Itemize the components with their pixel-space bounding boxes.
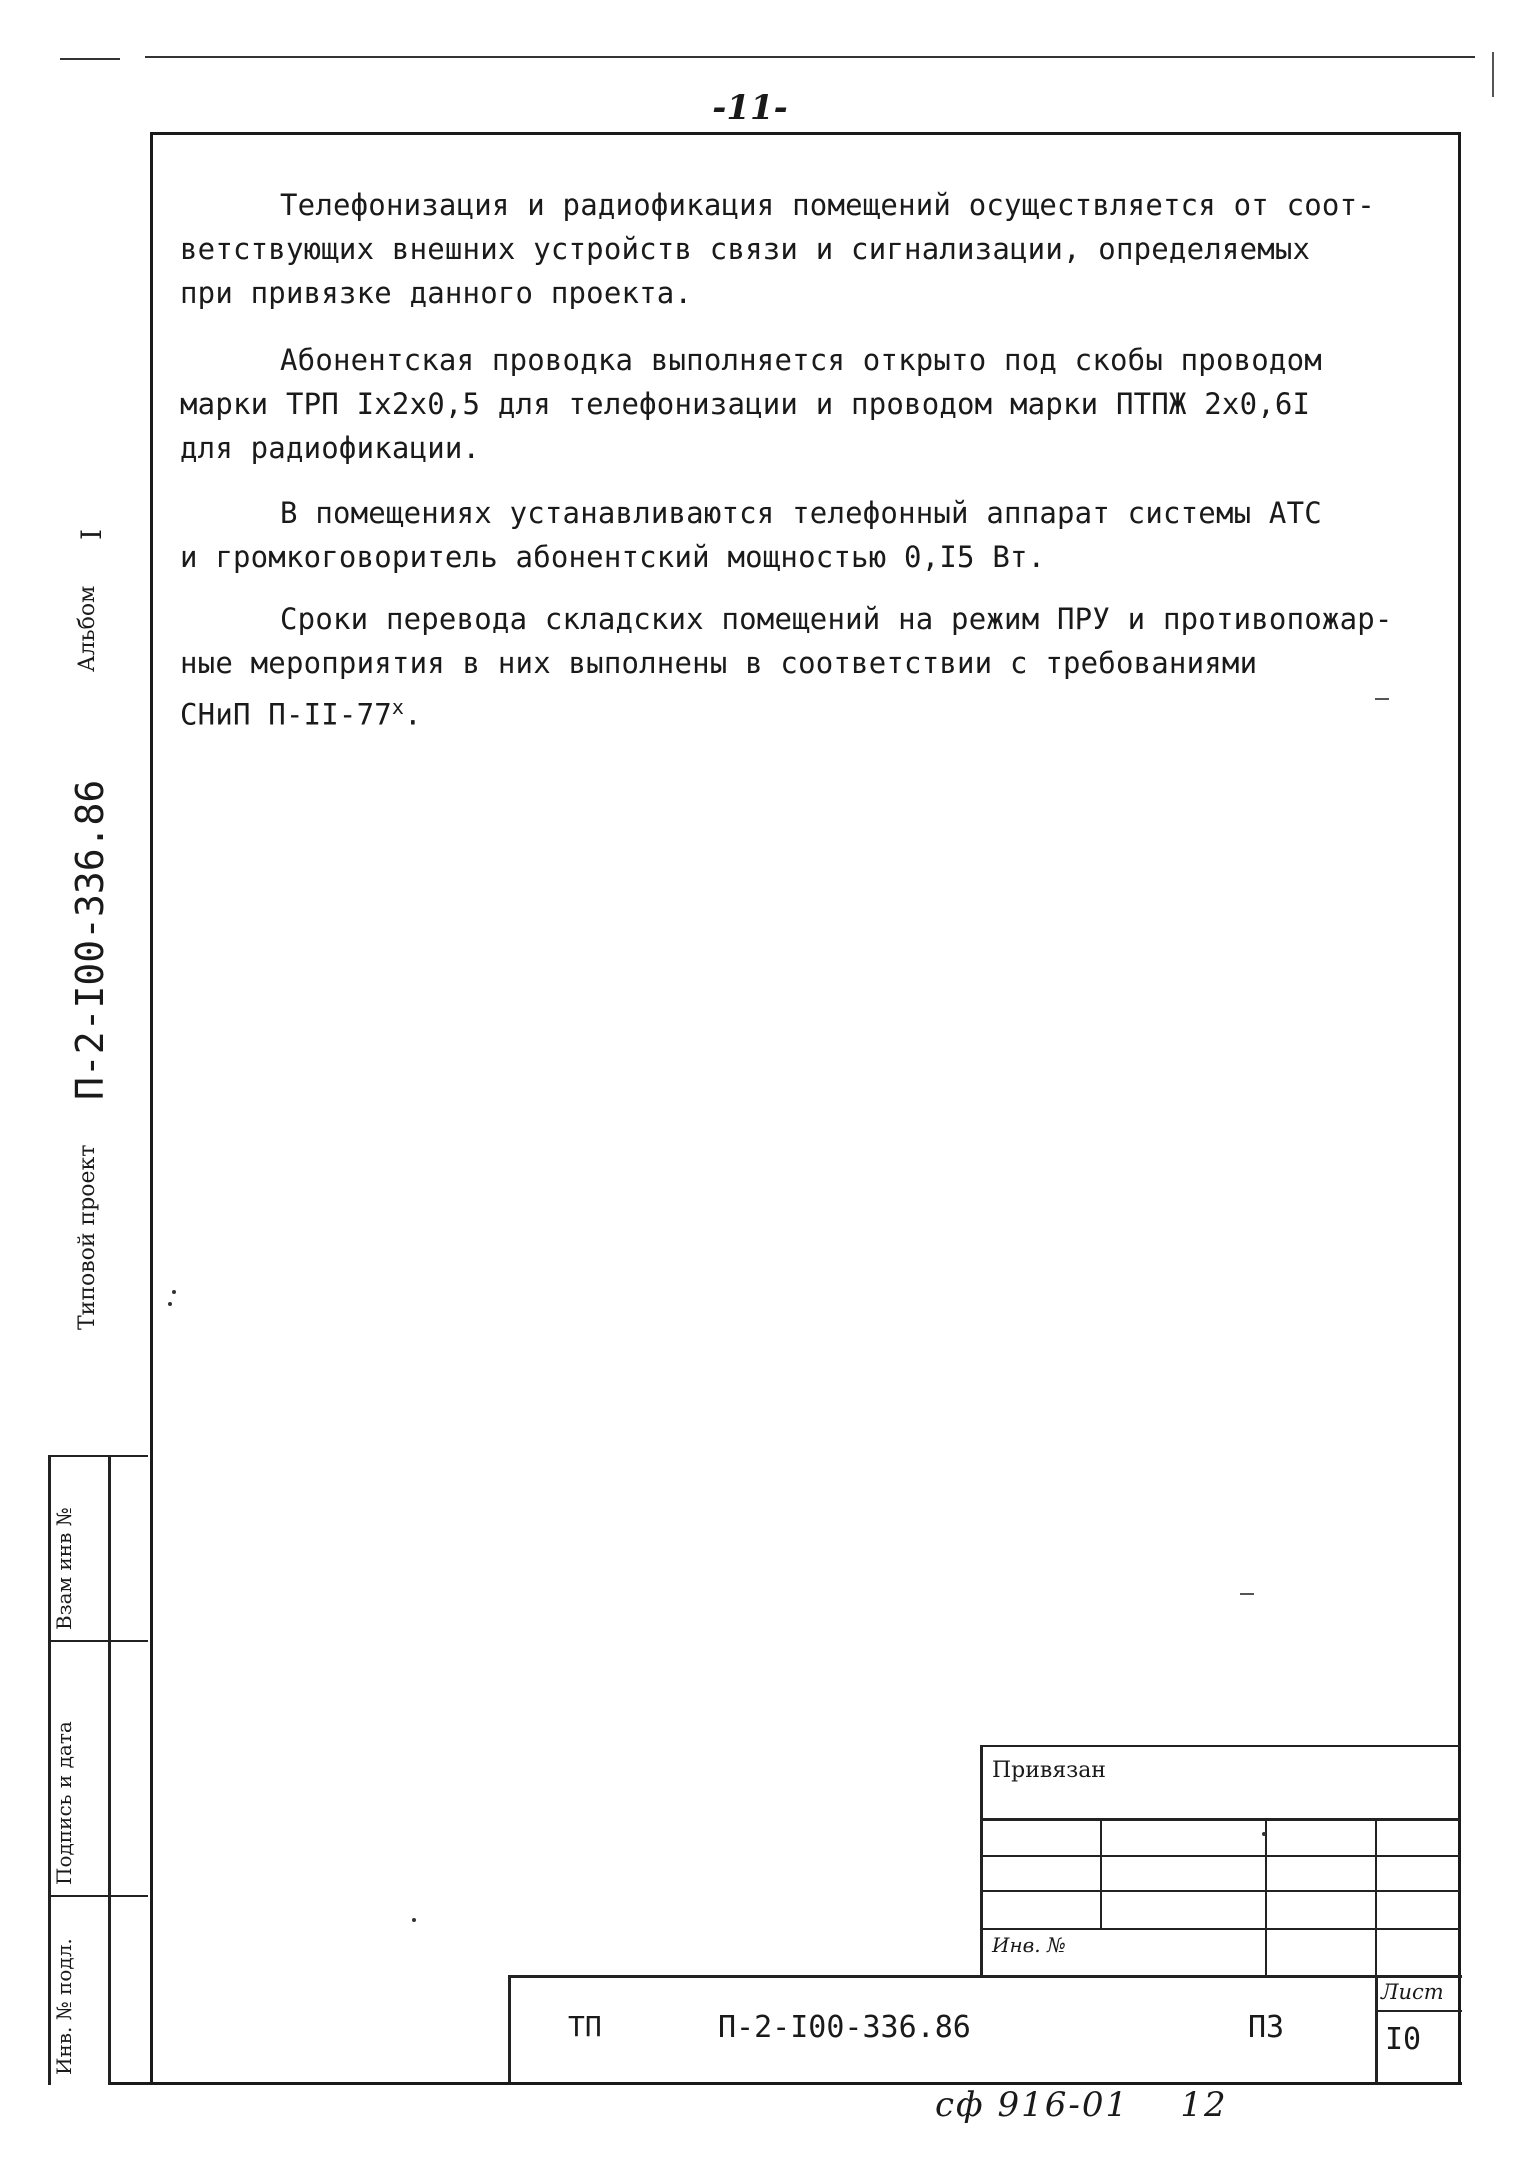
typical-project-label: Типовой проект (75, 1144, 100, 1330)
title-block-line (1100, 1818, 1102, 1928)
scan-mark (1375, 698, 1389, 700)
stamp-column-divider (48, 1895, 148, 1897)
stamp-column-divider (48, 1455, 148, 1457)
title-block-line (980, 1818, 1460, 1821)
page-number: -11- (712, 88, 788, 128)
drawing-frame-right (1458, 132, 1461, 2082)
title-block-line (980, 1928, 1460, 1930)
stamp-label-signature-date: Подпись и дата (52, 1721, 76, 1885)
title-block-line (980, 1745, 983, 1975)
stamp-label-original-inv: Инв. № подл. (52, 1938, 76, 2075)
handwritten-archive-note: сф 916-01 12 (935, 2085, 1228, 2125)
section-label: ПЗ (1248, 2010, 1285, 2045)
paragraph-wiring: Абонентская проводка выполняется открыто под скобы проводом марки ТРП Iх2х0,5 для телефонизации и проводом марки ПТПЖ 2х0,6I для радиофикации. (180, 343, 1322, 465)
stamp-column-border (48, 1455, 51, 2085)
tp-label: ТП (568, 2010, 602, 2043)
paragraph-telephony: Телефонизация и радиофикация помещений осуществляется от соот- ветствующих внешних устройств связи и сигнализации, определяемых при привязке данного проекта. (180, 188, 1375, 310)
scan-speck (412, 1918, 416, 1922)
top-edge-mark (1492, 52, 1494, 97)
paragraph-fire-safety: Сроки перевода складских помещений на режим ПРУ и противопожар- ные мероприятия в них выполнены в соответствии с требованиями СНиП $П-II-77^х$. (180, 602, 1393, 732)
sheet-number: I0 (1385, 2022, 1422, 2057)
scan-speck (1262, 1832, 1266, 1836)
paragraph-equipment: В помещениях устанавливаются телефонный аппарат системы АТС и громкоговоритель абонентский мощностью 0,I5 Вт. (180, 496, 1322, 574)
inv-label: Инв. № (992, 1933, 1066, 1957)
stamp-column-border (108, 1455, 111, 2085)
scan-mark (1240, 1593, 1254, 1595)
document-code: П-2-I00-336.86 (718, 2010, 971, 2045)
stamp-label-replacement: Взам инв № (52, 1507, 76, 1630)
album-number: I (75, 528, 108, 540)
project-code-vertical: П-2-I00-336.86 (68, 779, 112, 1100)
stamp-column-divider (48, 1640, 148, 1642)
title-block-line (980, 1855, 1460, 1857)
top-edge-line (145, 56, 1475, 58)
frame-bottom-line (110, 2082, 1462, 2085)
main-stamp-line (1375, 2010, 1462, 2012)
title-block-line (1265, 1818, 1267, 1976)
main-stamp-line (1375, 1975, 1378, 2085)
top-edge-line (60, 58, 120, 60)
scan-speck (168, 1302, 172, 1306)
title-block-line (1375, 1818, 1377, 1976)
main-stamp-line (508, 1975, 511, 2085)
scan-speck (172, 1290, 176, 1294)
sheet-label: Лист (1381, 1980, 1444, 2004)
title-block-line (980, 1745, 1460, 1747)
main-stamp-line (508, 1975, 1462, 1978)
linked-label: Привязан (992, 1758, 1106, 1783)
title-block-line (980, 1890, 1460, 1892)
album-label: Альбом (75, 585, 100, 672)
